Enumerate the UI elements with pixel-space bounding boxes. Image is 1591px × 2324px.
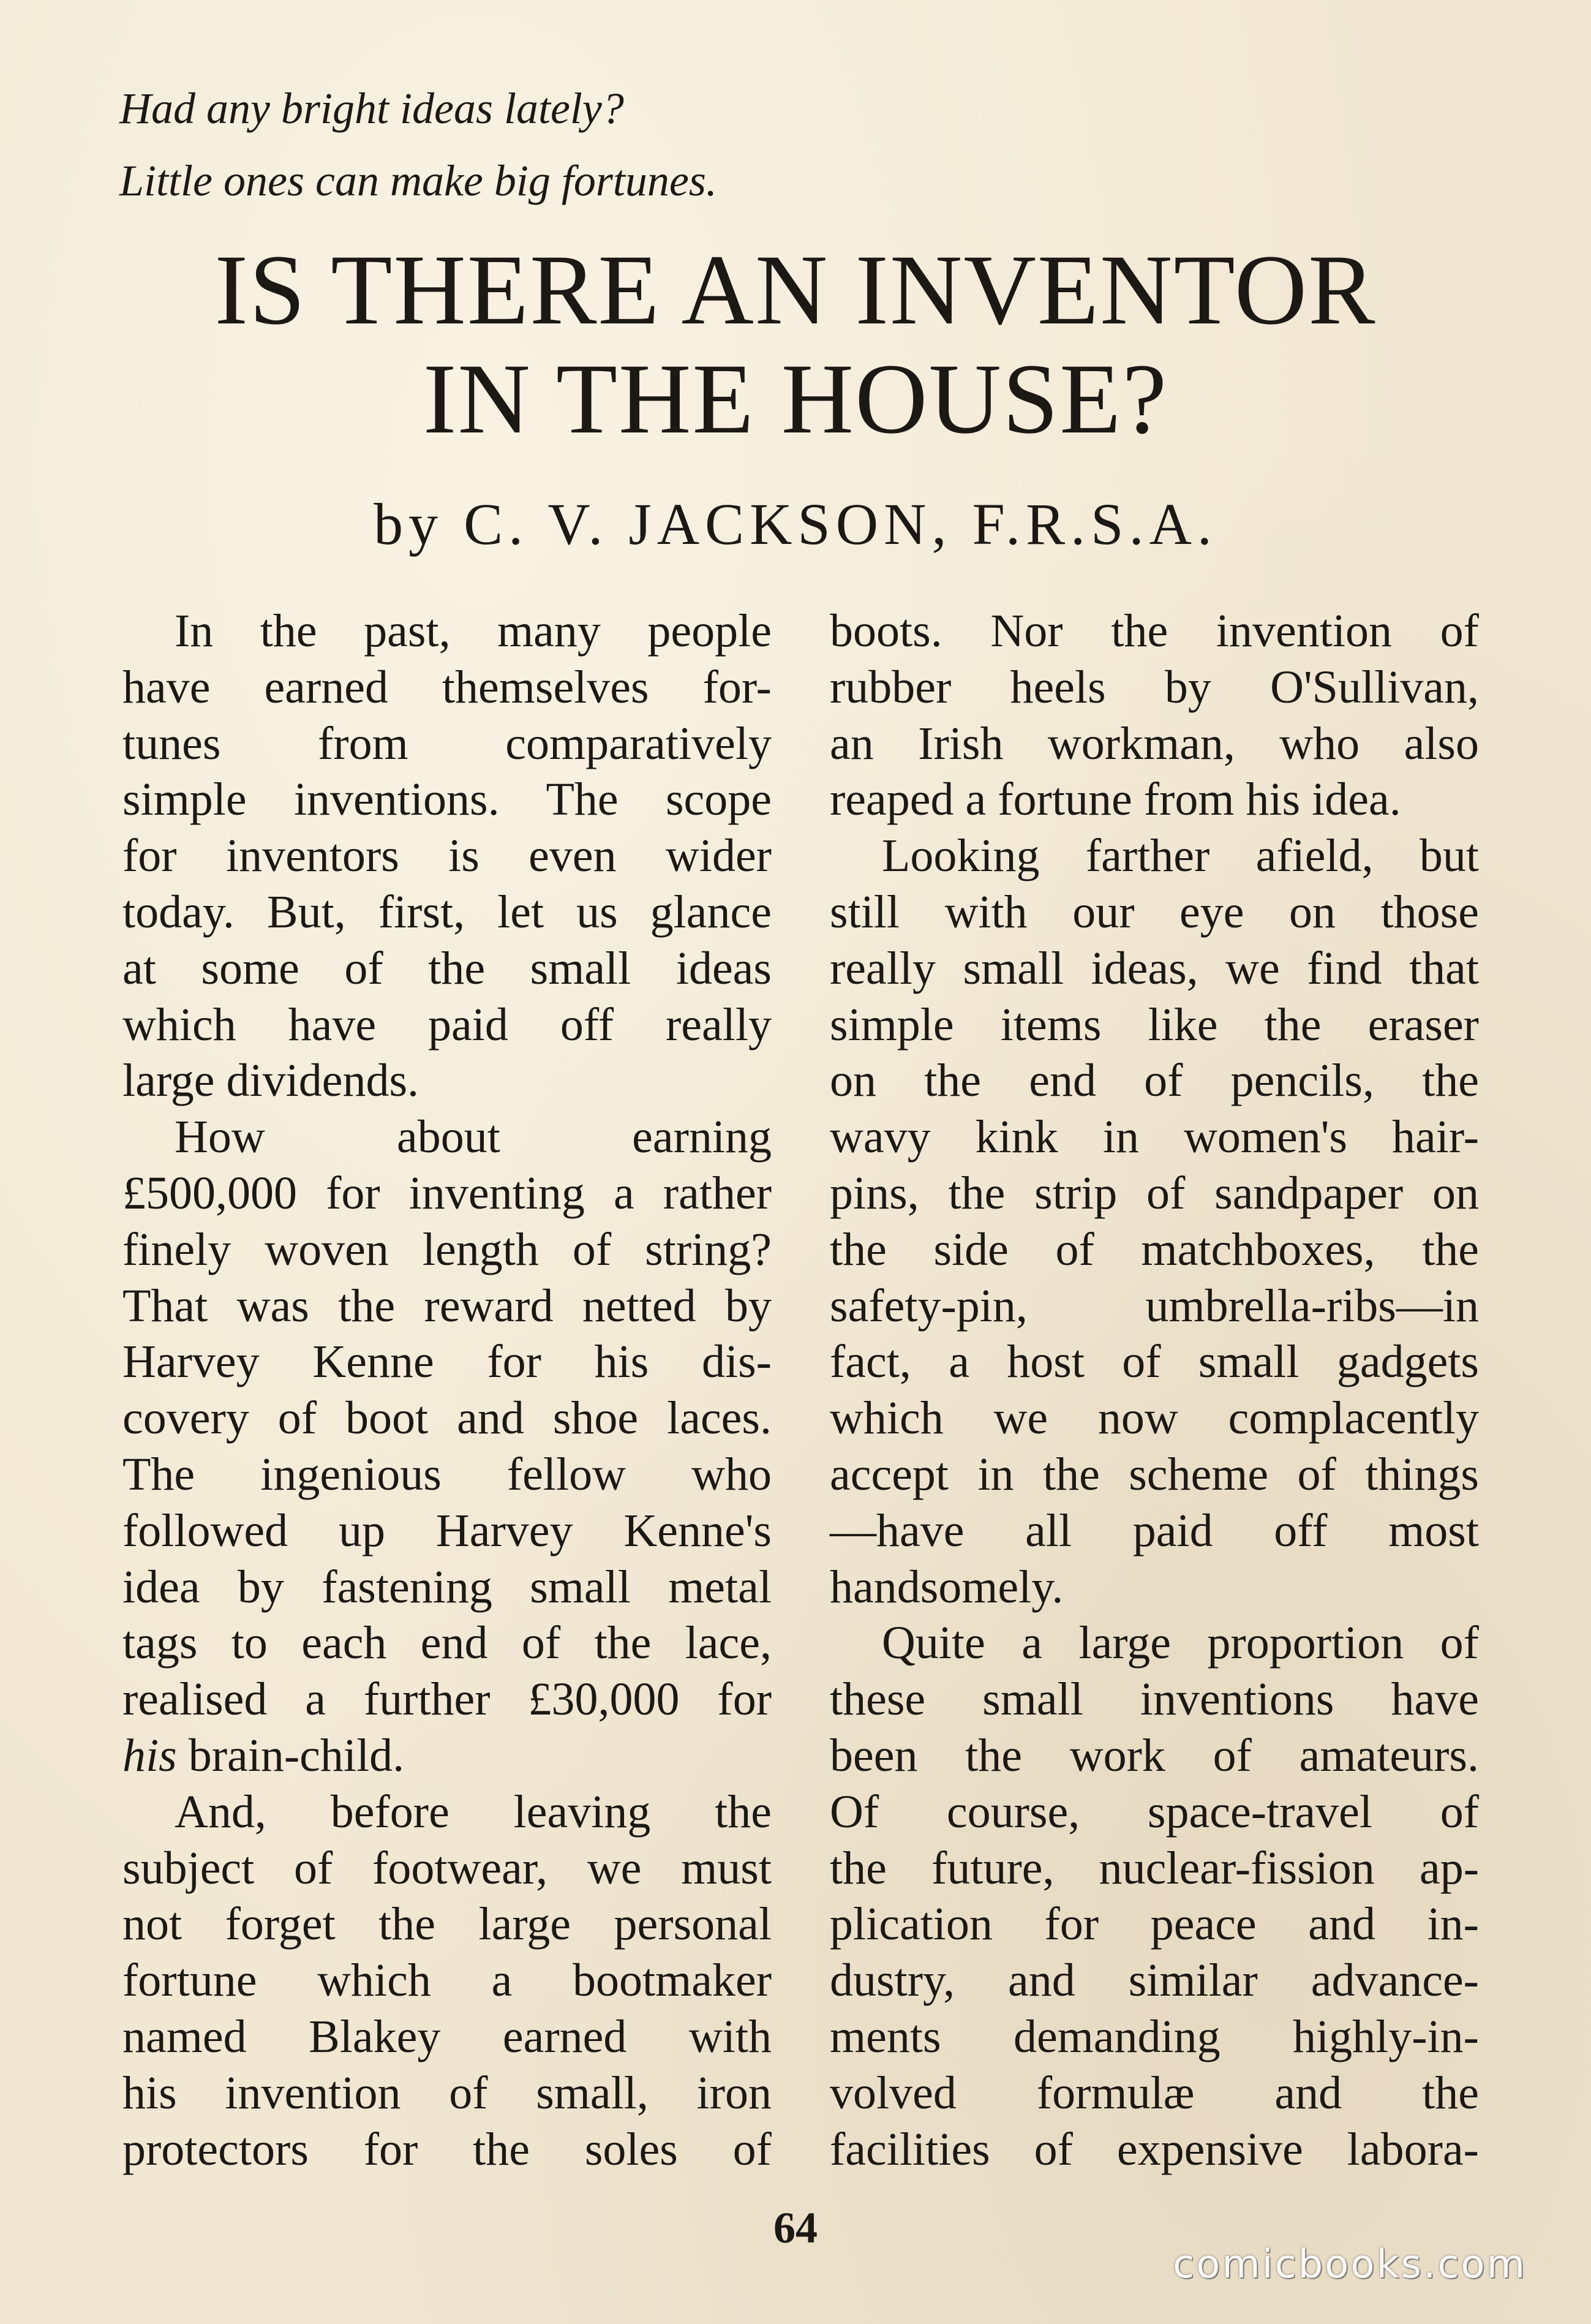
text-line: rubber heels by O'Sullivan, xyxy=(830,661,1479,713)
text-line: finely woven length of string? xyxy=(122,1223,772,1275)
article-column-left xyxy=(122,603,772,2178)
text-line: boots. Nor the invention of xyxy=(830,605,1479,657)
text-line: these small inventions have xyxy=(830,1673,1479,1726)
text-line: still with our eye on those xyxy=(830,886,1479,938)
text-line: protectors for the soles of xyxy=(122,2123,772,2175)
byline: by C. V. JACKSON, F.R.S.A. xyxy=(374,491,1217,557)
teaser-line: Little ones can make big fortunes. xyxy=(119,156,717,205)
text-line: safety-pin, umbrella-ribs—in xyxy=(830,1280,1479,1332)
text-line: not forget the large personal xyxy=(122,1898,772,1950)
text-line: —have all paid off most xyxy=(830,1504,1479,1556)
text-line: plication for peace and in- xyxy=(830,1898,1479,1950)
text-line: pins, the strip of sandpaper on xyxy=(830,1167,1479,1219)
text-line: been the work of amateurs. xyxy=(830,1729,1479,1781)
text-line: Quite a large proportion of xyxy=(882,1617,1479,1669)
text-line: ments demanding highly-in- xyxy=(830,2010,1479,2062)
text-line: How about earning xyxy=(175,1111,772,1163)
page-number: 64 xyxy=(773,2203,818,2252)
text-line: Harvey Kenne for his dis- xyxy=(122,1336,772,1388)
text-line: dustry, and similar advance- xyxy=(830,1955,1479,2007)
text-line: have earned themselves for- xyxy=(122,661,772,713)
teaser xyxy=(119,72,717,217)
text-line: facilities of expensive labora- xyxy=(830,2123,1479,2175)
text-line: really small ideas, we find that xyxy=(830,942,1479,994)
text-line: named Blakey earned with xyxy=(122,2010,772,2062)
text-line: The ingenious fellow who xyxy=(122,1448,772,1500)
text-line: simple items like the eraser xyxy=(830,998,1479,1051)
text-line: In the past, many people xyxy=(175,605,772,657)
text-line: fact, a host of small gadgets xyxy=(830,1336,1479,1388)
text-line: volved formulæ and the xyxy=(830,2067,1479,2119)
text-line: on the end of pencils, the xyxy=(830,1055,1479,1107)
text-line: his brain-child. xyxy=(122,1729,405,1781)
text-line: tunes from comparatively xyxy=(122,717,772,769)
text-line: idea by fastening small metal xyxy=(122,1561,772,1613)
text-line: That was the reward netted by xyxy=(122,1280,772,1332)
text-line: for inventors is even wider xyxy=(122,830,772,882)
text-line: the side of matchboxes, the xyxy=(830,1223,1479,1275)
text-line: covery of boot and shoe laces. xyxy=(122,1392,772,1444)
teaser-line: Had any bright ideas lately? xyxy=(119,84,624,133)
text-line: simple inventions. The scope xyxy=(122,774,772,826)
text-line: which we now complacently xyxy=(830,1392,1479,1444)
text-line: an Irish workman, who also xyxy=(830,717,1479,769)
text-line: reaped a fortune from his idea. xyxy=(830,774,1401,826)
text-line: fortune which a bootmaker xyxy=(122,1955,772,2007)
text-line: tags to each end of the lace, xyxy=(122,1617,772,1669)
text-line: his invention of small, iron xyxy=(122,2067,772,2119)
title-line: IN THE HOUSE? xyxy=(423,344,1168,455)
text-line: followed up Harvey Kenne's xyxy=(122,1504,772,1556)
text-line: subject of footwear, we must xyxy=(122,1842,772,1894)
text-line: realised a further £30,000 for xyxy=(122,1673,772,1726)
text-line: wavy kink in women's hair- xyxy=(830,1111,1479,1163)
text-line: large dividends. xyxy=(122,1055,419,1107)
watermark: comicbooks.com xyxy=(1173,2242,1527,2287)
text-line: And, before leaving the xyxy=(175,1786,772,1838)
article-column-right xyxy=(830,603,1479,2178)
text-line: at some of the small ideas xyxy=(122,942,772,994)
text-line: £500,000 for inventing a rather xyxy=(122,1167,772,1219)
text-line: Looking farther afield, but xyxy=(882,830,1479,882)
text-line: the future, nuclear-fission ap- xyxy=(830,1842,1479,1894)
title-line: IS THERE AN INVENTOR xyxy=(214,235,1377,345)
text-line: today. But, first, let us glance xyxy=(122,886,772,938)
text-line: handsomely. xyxy=(830,1561,1064,1613)
text-line: accept in the scheme of things xyxy=(830,1448,1479,1500)
text-line: which have paid off really xyxy=(122,998,772,1051)
article-title xyxy=(0,236,1591,454)
text-line: Of course, space-travel of xyxy=(830,1786,1479,1838)
